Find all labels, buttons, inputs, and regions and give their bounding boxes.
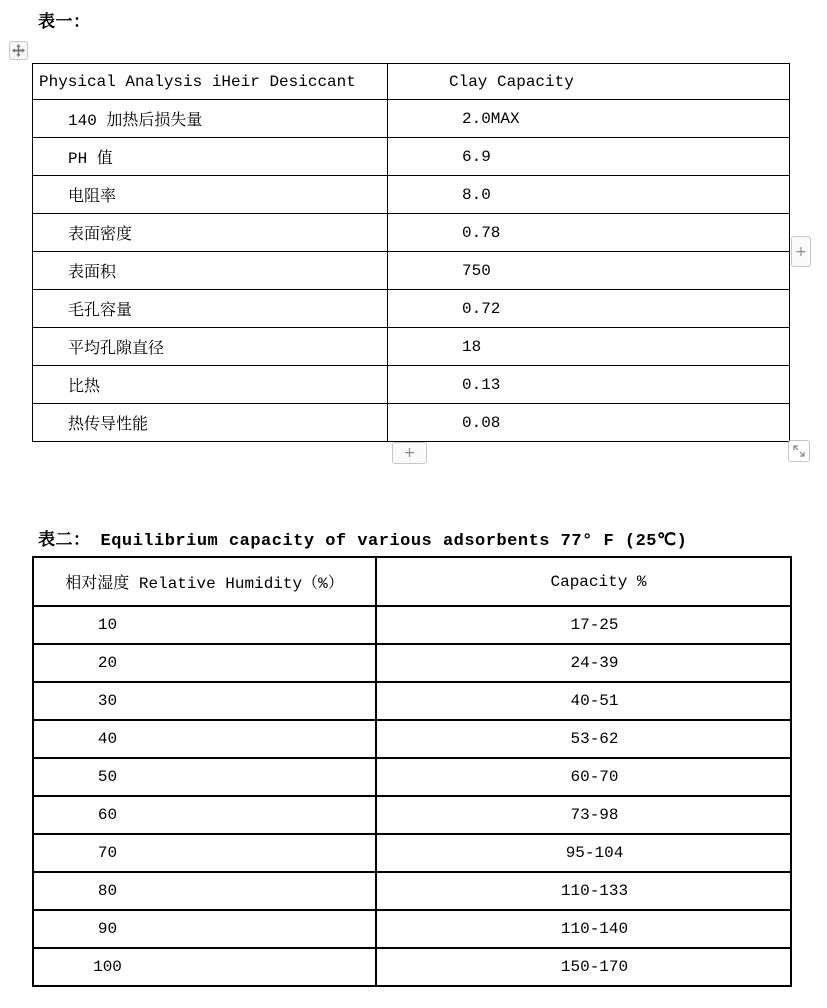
table-row [33, 366, 790, 404]
table-header-row [33, 64, 790, 100]
table-row [33, 948, 791, 986]
physical-analysis-table [32, 63, 790, 442]
table2-cell-humidity[interactable]: 70 [33, 834, 376, 872]
table-row [33, 138, 790, 176]
table-header-row [33, 557, 791, 606]
table2-cell-humidity[interactable]: 20 [33, 644, 376, 682]
table-row [33, 176, 790, 214]
table-row [33, 328, 790, 366]
table-row [33, 682, 791, 720]
table-move-handle[interactable] [9, 41, 28, 60]
table2-cell-capacity[interactable]: 110-133 [376, 872, 791, 910]
table1-header-property[interactable]: Physical Analysis iHeir Desiccant [33, 64, 388, 100]
table2-cell-capacity[interactable]: 60-70 [376, 758, 791, 796]
table1-cell-label[interactable]: PH 值 [33, 138, 388, 176]
table1-header-capacity[interactable]: Clay Capacity [388, 64, 790, 100]
table-row [33, 644, 791, 682]
resize-diagonal-icon [792, 444, 806, 458]
table2-cell-capacity[interactable]: 110-140 [376, 910, 791, 948]
table1-cell-label[interactable]: 比热 [33, 366, 388, 404]
table-row [33, 100, 790, 138]
table1-cell-value[interactable]: 750 [388, 252, 790, 290]
table2-cell-capacity[interactable]: 95-104 [376, 834, 791, 872]
table-row [33, 872, 791, 910]
table2-cell-capacity[interactable]: 24-39 [376, 644, 791, 682]
table1-cell-label[interactable]: 电阻率 [33, 176, 388, 214]
table-row [33, 290, 790, 328]
table2-cell-capacity[interactable]: 53-62 [376, 720, 791, 758]
table2-cell-humidity[interactable]: 30 [33, 682, 376, 720]
equilibrium-capacity-table [32, 556, 792, 987]
table1-cell-value[interactable]: 18 [388, 328, 790, 366]
plus-icon: + [795, 243, 807, 260]
table1-caption: 表一： [38, 14, 91, 33]
table1-cell-value[interactable]: 8.0 [388, 176, 790, 214]
table1-cell-label[interactable]: 表面密度 [33, 214, 388, 252]
table-row [33, 404, 790, 442]
table-row [33, 796, 791, 834]
table2-cell-humidity[interactable]: 90 [33, 910, 376, 948]
table-row [33, 720, 791, 758]
table2-cell-humidity[interactable]: 40 [33, 720, 376, 758]
table2-cell-humidity[interactable]: 80 [33, 872, 376, 910]
table1-cell-value[interactable]: 6.9 [388, 138, 790, 176]
table-row [33, 758, 791, 796]
table-row [33, 214, 790, 252]
table1-cell-value[interactable]: 0.72 [388, 290, 790, 328]
table2-cell-humidity[interactable]: 50 [33, 758, 376, 796]
table-row [33, 834, 791, 872]
table1-cell-label[interactable]: 平均孔隙直径 [33, 328, 388, 366]
table1-cell-label[interactable]: 毛孔容量 [33, 290, 388, 328]
table1-cell-value[interactable]: 0.08 [388, 404, 790, 442]
table-row [33, 910, 791, 948]
table-row [33, 606, 791, 644]
table2-header-capacity[interactable]: Capacity % [376, 557, 791, 606]
table1-cell-value[interactable]: 2.0MAX [388, 100, 790, 138]
plus-icon: + [403, 445, 416, 461]
table-row [33, 252, 790, 290]
add-row-button[interactable] [392, 442, 427, 464]
table2-caption-prefix: 表二： [38, 532, 91, 551]
table2-cell-capacity[interactable]: 73-98 [376, 796, 791, 834]
table2-cell-capacity[interactable]: 150-170 [376, 948, 791, 986]
table2-caption [38, 525, 687, 551]
move-icon [12, 44, 25, 57]
table1-cell-value[interactable]: 0.13 [388, 366, 790, 404]
table2-header-humidity[interactable]: 相对湿度 Relative Humidity（%） [33, 557, 376, 606]
table2-cell-capacity[interactable]: 40-51 [376, 682, 791, 720]
table1-cell-label[interactable]: 表面积 [33, 252, 388, 290]
table1-cell-value[interactable]: 0.78 [388, 214, 790, 252]
table2-cell-humidity[interactable]: 10 [33, 606, 376, 644]
table1-cell-label[interactable]: 140 加热后损失量 [33, 100, 388, 138]
table2-cell-humidity[interactable]: 100 [33, 948, 376, 986]
table2-caption-title: Equilibrium capacity of various adsorbents 77° F (25℃) [100, 532, 688, 551]
table-resize-handle[interactable] [788, 440, 810, 462]
table2-cell-capacity[interactable]: 17-25 [376, 606, 791, 644]
table2-cell-humidity[interactable]: 60 [33, 796, 376, 834]
table1-cell-label[interactable]: 热传导性能 [33, 404, 388, 442]
add-column-button[interactable] [791, 236, 811, 267]
